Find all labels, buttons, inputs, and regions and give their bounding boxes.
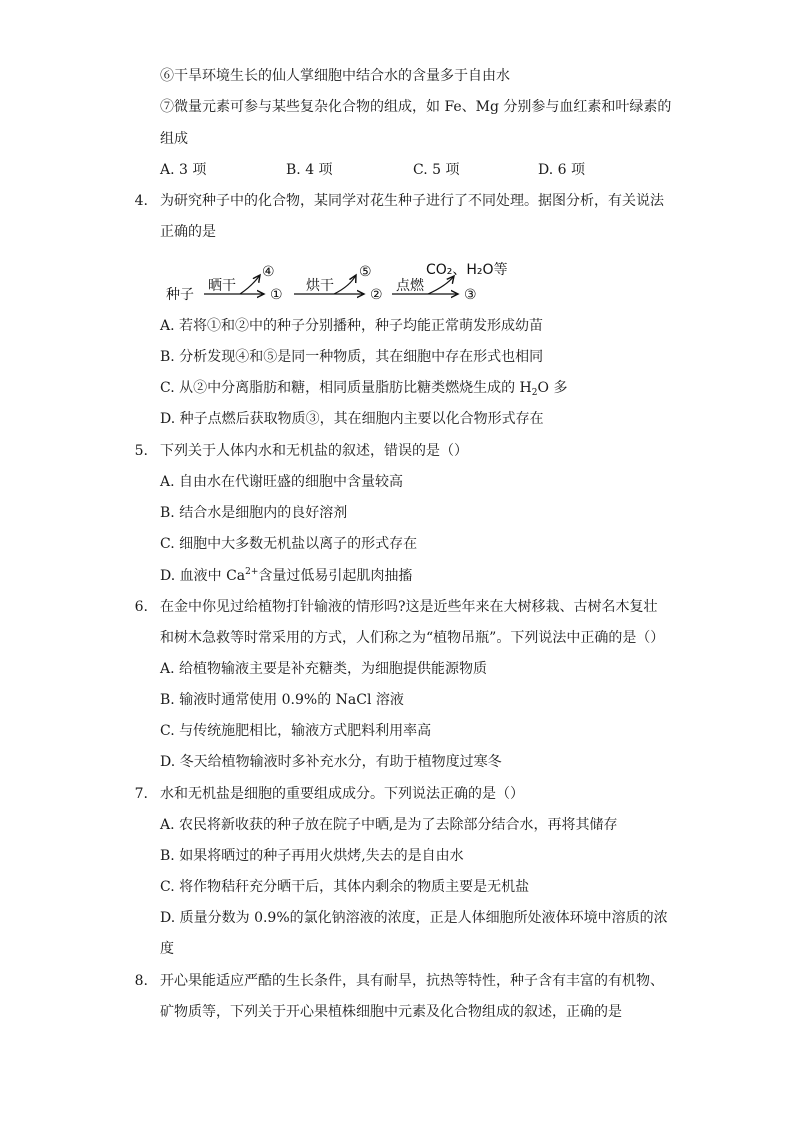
diagram-product-3: ③	[464, 287, 477, 303]
question-4-stem-line1: 为研究种子中的化合物，某同学对花生种子进行了不同处理。据图分析，有关说法	[160, 193, 664, 209]
q5-option-a[interactable]: A. 自由水在代谢旺盛的细胞中含量较高	[160, 474, 404, 490]
diagram-sun-dry-label: 晒干	[208, 278, 236, 294]
q4-option-d[interactable]: D. 种子点燃后获取物质③，其在细胞内主要以化合物形式存在	[160, 411, 544, 427]
q4-option-c-text: C. 从②中分离脂肪和糖，相同质量脂肪比糖类燃烧生成的 H	[160, 380, 532, 396]
q5-option-d-superscript: 2+	[245, 567, 259, 577]
diagram-bake-label: 烘干	[306, 278, 334, 294]
q4-option-b[interactable]: B. 分析发现④和⑤是同一种物质，其在细胞中存在形式也相同	[160, 349, 544, 365]
q4-option-c-subscript: 2	[531, 388, 538, 398]
diagram-product-5: ⑤	[359, 264, 372, 280]
q4-option-a[interactable]: A. 若将①和②中的种子分别播种，种子均能正常萌发形成幼苗	[160, 318, 544, 334]
statement-7-line2: 组成	[160, 131, 188, 147]
statement-6: ⑥干旱环境生长的仙人掌细胞中结合水的含量多于自由水	[160, 68, 510, 84]
q6-option-b[interactable]: B. 输液时通常使用 0.9%的 NaCl 溶液	[160, 692, 404, 708]
question-6-number: 6.	[134, 599, 148, 615]
diagram-ignite-label: 点燃	[396, 278, 424, 294]
diagram-branch-arrow-4	[240, 275, 260, 294]
statement-7-line1: ⑦微量元素可参与某些复杂化合物的组成，如 Fe、Mg 分别参与血红素和叶绿素的	[160, 99, 672, 115]
question-8-number: 8.	[134, 973, 148, 989]
diagram-branch-arrow-co2	[428, 276, 454, 294]
q3-option-d[interactable]: D. 6 项	[538, 162, 585, 178]
q7-option-d-line1[interactable]: D. 质量分数为 0.9%的氯化钠溶液的浓度，正是人体细胞所处液体环境中溶质的浓	[160, 910, 668, 926]
question-7-stem: 水和无机盐是细胞的重要组成成分。下列说法正确的是（）	[160, 786, 524, 802]
question-5-number: 5.	[134, 443, 148, 459]
q7-option-a[interactable]: A. 农民将新收获的种子放在院子中晒,是为了去除部分结合水，再将其储存	[160, 817, 618, 833]
diagram-seed-label: 种子	[166, 287, 194, 303]
q3-option-b[interactable]: B. 4 项	[286, 162, 333, 178]
diagram-product-2: ②	[370, 287, 383, 303]
q5-option-d-tail: 含量过低易引起肌肉抽搐	[258, 568, 413, 584]
question-6-stem-line1: 在金中你见过给植物打针输液的情形吗?这是近些年来在大树移栽、古树名木复壮	[160, 599, 658, 615]
q5-option-d-text: D. 血液中 Ca	[160, 568, 246, 584]
q6-option-a[interactable]: A. 给植物输液主要是补充糖类，为细胞提供能源物质	[160, 661, 488, 677]
diagram-product-4: ④	[262, 264, 275, 280]
q3-option-c[interactable]: C. 5 项	[413, 162, 460, 178]
q5-option-b[interactable]: B. 结合水是细胞内的良好溶剂	[160, 505, 348, 521]
q7-option-b[interactable]: B. 如果将晒过的种子再用火烘烤,失去的是自由水	[160, 848, 464, 864]
q7-option-d-line2: 度	[160, 941, 174, 957]
q4-option-c[interactable]	[160, 378, 567, 398]
seed-processing-diagram	[160, 256, 540, 306]
q3-option-a[interactable]: A. 3 项	[160, 162, 207, 178]
q5-option-c[interactable]: C. 细胞中大多数无机盐以离子的形式存在	[160, 536, 418, 552]
q5-option-d[interactable]	[160, 566, 412, 586]
diagram-product-1: ①	[270, 287, 283, 303]
question-8-stem-line2: 矿物质等，下列关于开心果植株细胞中元素及化合物组成的叙述，正确的是	[160, 1004, 622, 1020]
question-4-number: 4.	[134, 193, 148, 209]
q6-option-c[interactable]: C. 与传统施肥相比，输液方式肥料利用率高	[160, 723, 432, 739]
diagram-combustion-products: CO₂、H₂O等	[426, 262, 508, 278]
question-4-stem-line2: 正确的是	[160, 224, 216, 240]
question-8-stem-line1: 开心果能适应严酷的生长条件，具有耐旱，抗热等特性，种子含有丰富的有机物、	[160, 973, 664, 989]
question-5-stem: 下列关于人体内水和无机盐的叙述，错误的是（）	[160, 443, 468, 459]
question-7-number: 7.	[134, 786, 148, 802]
q7-option-c[interactable]: C. 将作物秸秆充分晒干后，其体内剩余的物质主要是无机盐	[160, 879, 530, 895]
diagram-branch-arrow-5	[334, 275, 356, 294]
question-3-options	[160, 160, 640, 180]
q6-option-d[interactable]: D. 冬天给植物输液时多补充水分，有助于植物度过寒冬	[160, 754, 502, 770]
question-6-stem-line2: 和树木急救等时常采用的方式，人们称之为“植物吊瓶”。下列说法中正确的是（）	[160, 630, 665, 646]
q4-option-c-tail: O 多	[537, 380, 568, 396]
